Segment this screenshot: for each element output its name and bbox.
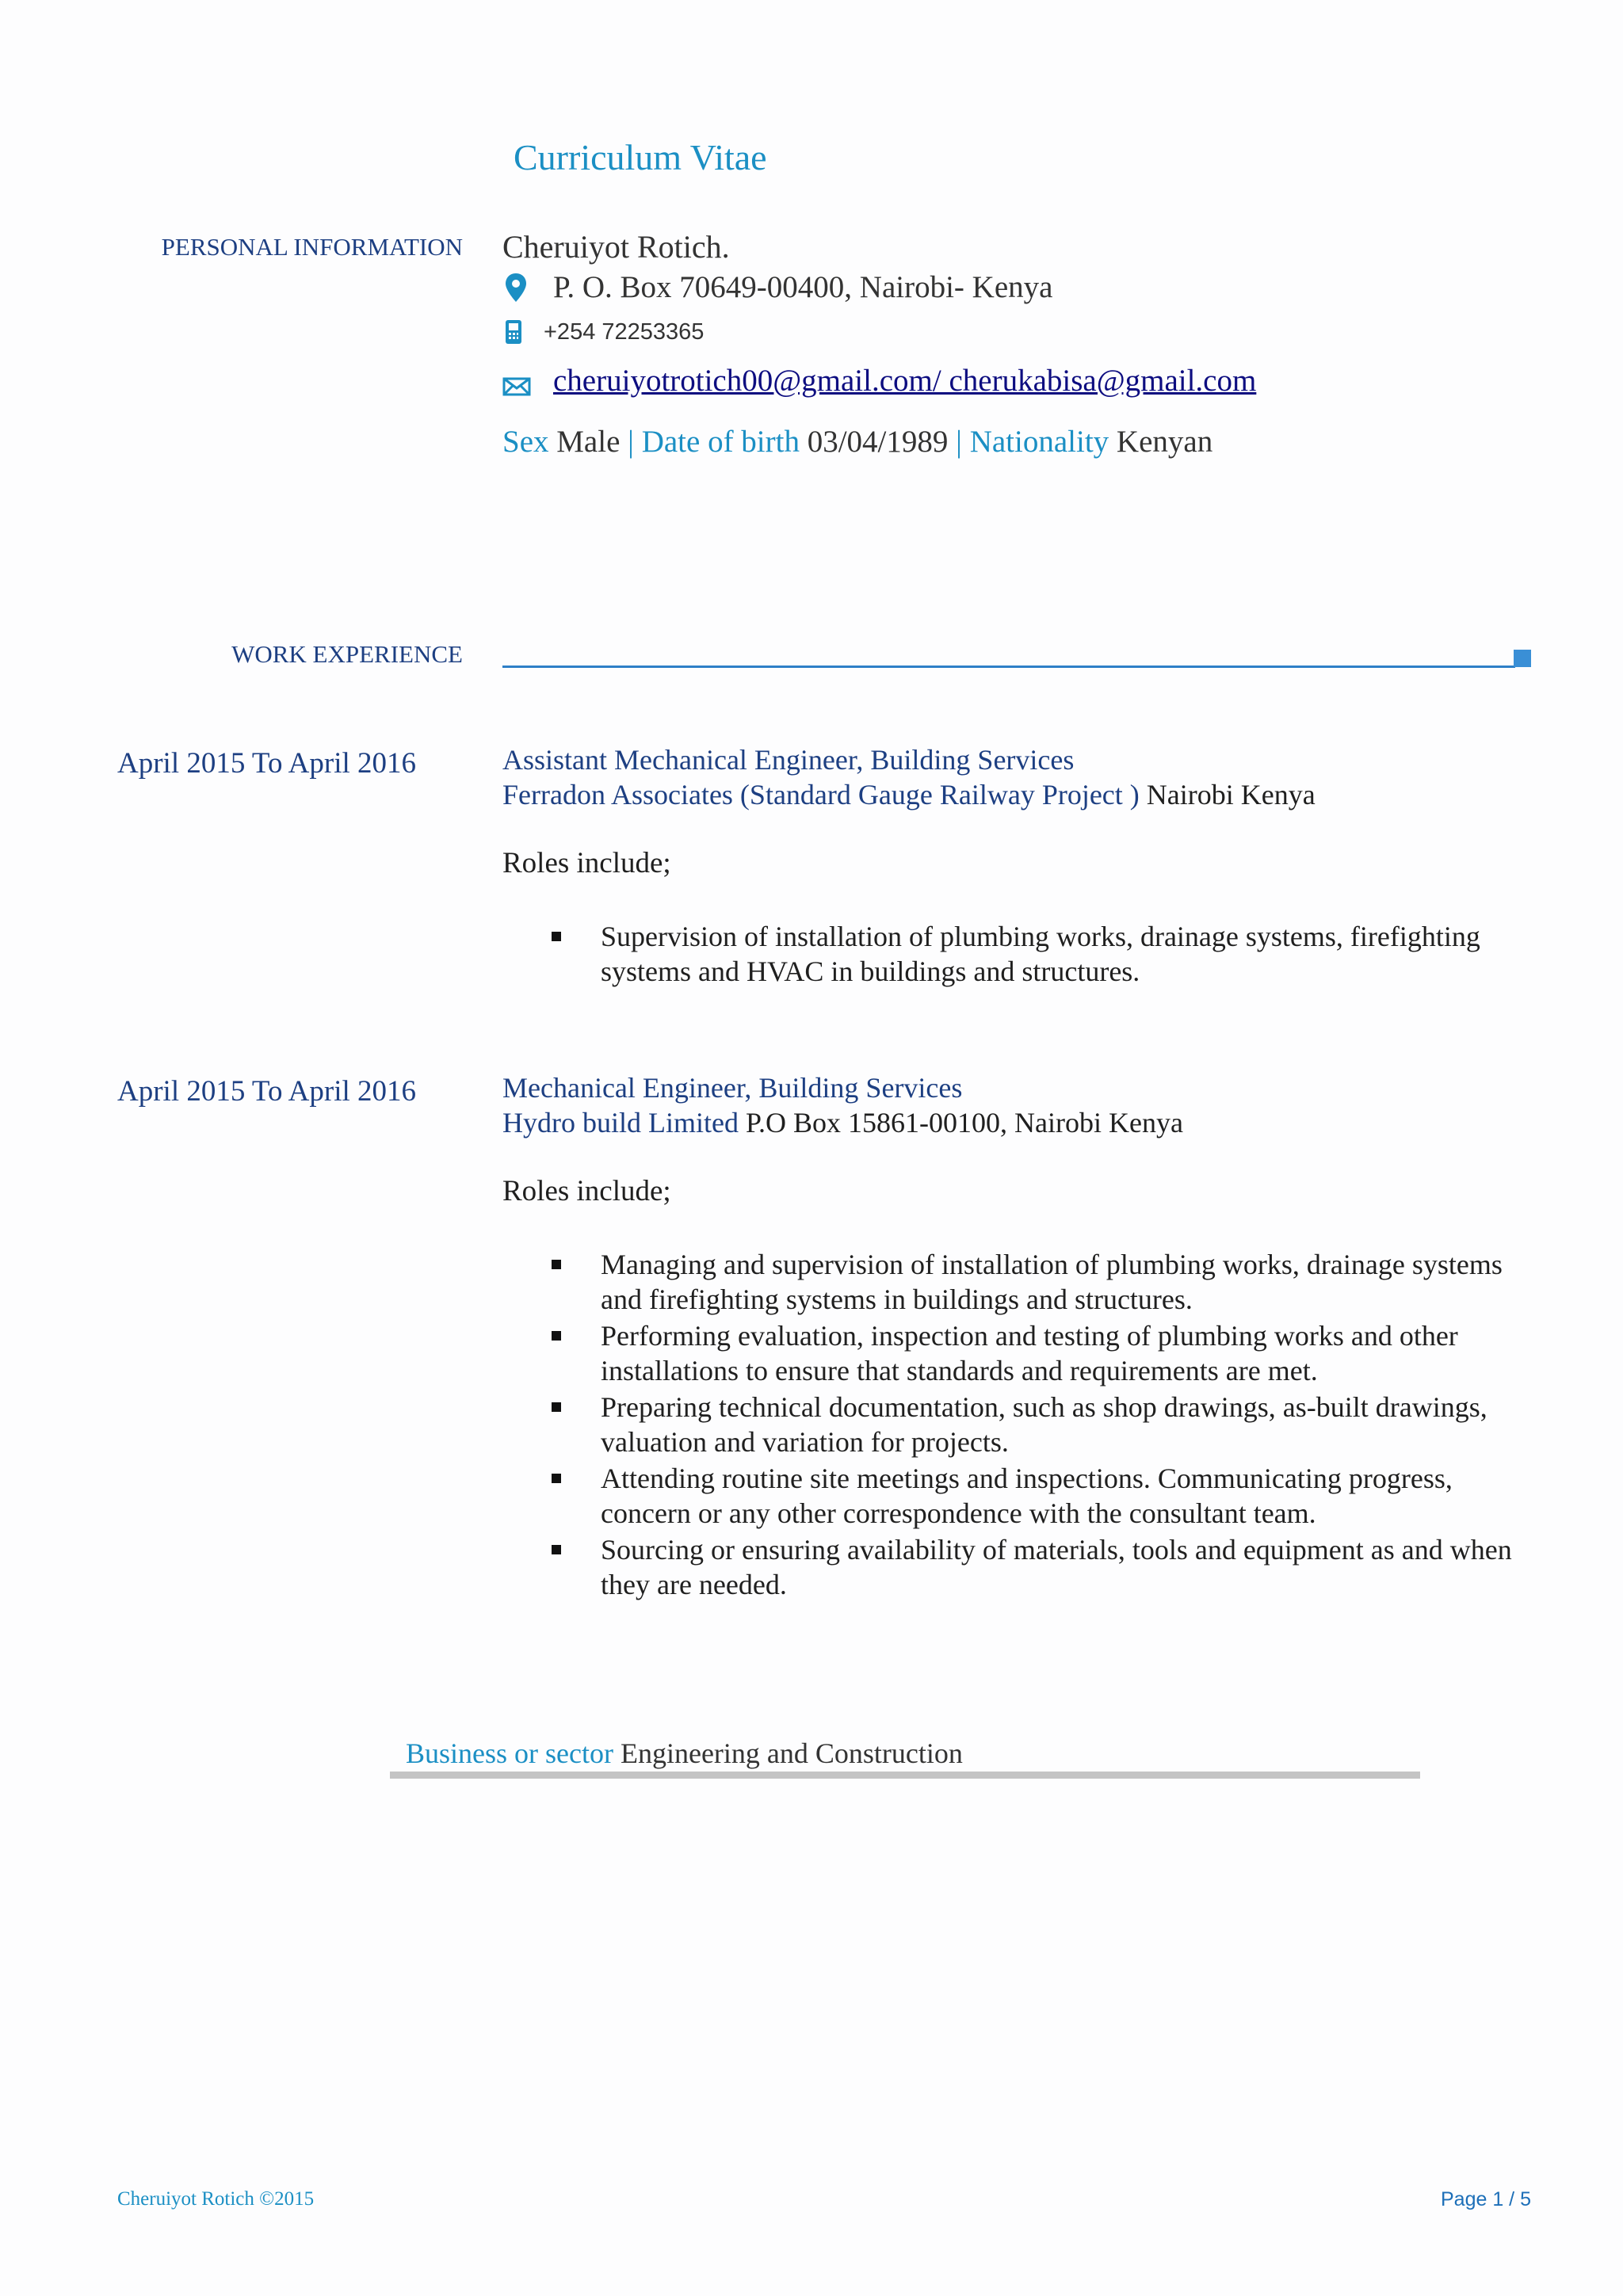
sector-label: Business or sector bbox=[406, 1737, 613, 1769]
roles-heading: Roles include; bbox=[502, 1175, 671, 1207]
job-employer-line bbox=[502, 778, 1316, 811]
document-title: Curriculum Vitae bbox=[514, 137, 767, 177]
applicant-name: Cheruiyot Rotich. bbox=[502, 229, 730, 265]
roles-heading: Roles include; bbox=[502, 847, 671, 879]
footer-copyright: Cheruiyot Rotich ©2015 bbox=[117, 2188, 315, 2210]
nationality-label: Nationality bbox=[969, 425, 1109, 459]
section-divider-line bbox=[502, 666, 1515, 668]
job-location: P.O Box 15861-00100, Nairobi Kenya bbox=[745, 1107, 1183, 1138]
address-row bbox=[502, 269, 1052, 305]
job-employer-line bbox=[502, 1106, 1183, 1139]
sector-value: Engineering and Construction bbox=[620, 1737, 963, 1769]
personal-facts bbox=[502, 424, 1212, 460]
dob-label: Date of birth bbox=[641, 425, 800, 459]
list-item: Preparing technical documentation, such as shop drawings, as-built drawings, valuation and variation for projects. bbox=[552, 1390, 1518, 1459]
section-label-personal: PERSONAL INFORMATION bbox=[161, 233, 463, 261]
job-dates: April 2015 To April 2016 bbox=[117, 747, 417, 780]
job-roles-list bbox=[552, 919, 1518, 990]
list-item: Managing and supervision of installation of plumbing works, drainage systems and firefighting systems in buildings and structures. bbox=[552, 1247, 1518, 1317]
phone-icon bbox=[502, 318, 525, 345]
email-link[interactable]: cheruiyotrotich00@gmail.com/ cherukabisa@gmail.com bbox=[553, 364, 1257, 398]
nationality-value: Kenyan bbox=[1116, 425, 1213, 459]
list-item: Attending routine site meetings and inspections. Communicating progress, concern or any other correspondence with the consultant team. bbox=[552, 1461, 1518, 1531]
list-item: Performing evaluation, inspection and testing of plumbing works and other installations to ensure that standards and requirements are met. bbox=[552, 1318, 1518, 1388]
email-envelope-icon bbox=[502, 370, 531, 392]
list-item: Supervision of installation of plumbing works, drainage systems, firefighting systems and HVAC in buildings and structures. bbox=[552, 919, 1518, 989]
phone-text: +254 72253365 bbox=[544, 318, 705, 345]
email-row bbox=[502, 363, 1256, 399]
sex-value: Male bbox=[556, 425, 621, 459]
business-sector bbox=[406, 1737, 963, 1770]
address-text: P. O. Box 70649-00400, Nairobi- Kenya bbox=[553, 270, 1053, 304]
job-location: Nairobi Kenya bbox=[1146, 779, 1316, 810]
dob-value: 03/04/1989 bbox=[807, 425, 949, 459]
phone-row bbox=[502, 318, 704, 345]
sex-label: Sex bbox=[502, 425, 549, 459]
separator: | bbox=[628, 425, 634, 459]
section-label-work: WORK EXPERIENCE bbox=[231, 640, 463, 668]
job-employer: Ferradon Associates (Standard Gauge Railway Project ) bbox=[502, 779, 1140, 810]
location-pin-icon bbox=[502, 272, 529, 303]
job-title: Assistant Mechanical Engineer, Building Services bbox=[502, 744, 1075, 776]
job-dates: April 2015 To April 2016 bbox=[117, 1075, 417, 1108]
job-employer: Hydro build Limited bbox=[502, 1107, 739, 1138]
job-roles-list bbox=[552, 1247, 1518, 1604]
separator: | bbox=[956, 425, 962, 459]
job-title: Mechanical Engineer, Building Services bbox=[502, 1072, 963, 1104]
section-divider-marker bbox=[1514, 650, 1531, 667]
sector-underline bbox=[390, 1772, 1420, 1779]
page-number: Page 1 / 5 bbox=[1441, 2188, 1531, 2210]
list-item: Sourcing or ensuring availability of materials, tools and equipment as and when they are needed. bbox=[552, 1532, 1518, 1602]
